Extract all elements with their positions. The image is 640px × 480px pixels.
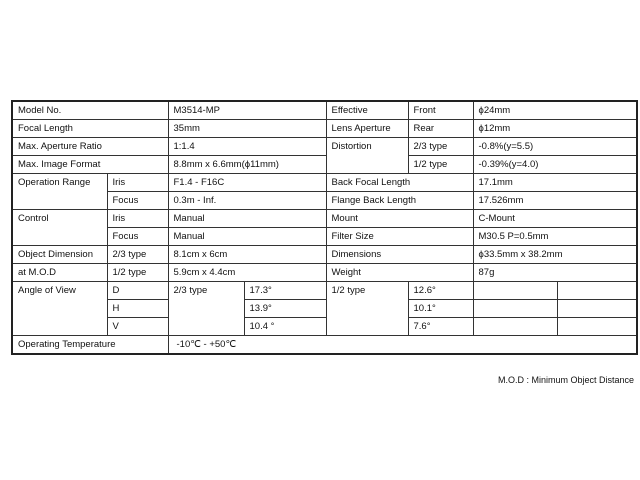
mount-value: C-Mount — [473, 210, 637, 228]
filter-size-value: M30.5 P=0.5mm — [473, 228, 637, 246]
angle-type12-h: 10.1° — [408, 300, 473, 318]
angle-type12-d: 12.6° — [408, 282, 473, 300]
back-focal-length-label: Back Focal Length — [326, 174, 473, 192]
effective-lens-aperture-label-line1: Effective — [326, 101, 408, 120]
empty-cell — [473, 318, 557, 336]
table-row — [12, 120, 637, 138]
operating-temperature-value: -10℃ - +50℃ — [168, 336, 637, 355]
angle-type23-h: 13.9° — [244, 300, 326, 318]
table-row — [12, 210, 637, 228]
operating-temperature-label: Operating Temperature — [12, 336, 168, 355]
angle-type23-d: 17.3° — [244, 282, 326, 300]
empty-cell — [473, 282, 557, 300]
object-dimension-type12-value: 5.9cm x 4.4cm — [168, 264, 326, 282]
filter-size-label: Filter Size — [326, 228, 473, 246]
control-iris-value: Manual — [168, 210, 326, 228]
dimensions-value: ϕ33.5mm x 38.2mm — [473, 246, 637, 264]
footnote: M.O.D : Minimum Object Distance — [497, 375, 634, 385]
dimensions-label: Dimensions — [326, 246, 473, 264]
control-focus-value: Manual — [168, 228, 326, 246]
angle-d-label: D — [107, 282, 168, 300]
mount-label: Mount — [326, 210, 473, 228]
max-image-format-value: 8.8mm x 6.6mm(ϕ11mm) — [168, 156, 326, 174]
angle-type12-label: 1/2 type — [326, 282, 408, 336]
operation-range-iris-label: Iris — [107, 174, 168, 192]
angle-h-label: H — [107, 300, 168, 318]
operation-range-label: Operation Range — [12, 174, 107, 210]
object-dimension-label-line2: at M.O.D — [12, 264, 107, 282]
table-row — [12, 101, 637, 120]
max-aperture-ratio-value: 1:1.4 — [168, 138, 326, 156]
front-label: Front — [408, 101, 473, 120]
focal-length-label: Focal Length — [12, 120, 168, 138]
control-focus-label: Focus — [107, 228, 168, 246]
angle-v-label: V — [107, 318, 168, 336]
empty-cell — [557, 318, 637, 336]
empty-cell — [557, 282, 637, 300]
rear-label: Rear — [408, 120, 473, 138]
weight-value: 87g — [473, 264, 637, 282]
object-dimension-type12-label: 1/2 type — [107, 264, 168, 282]
table-row — [12, 246, 637, 264]
operation-range-iris-value: F1.4 - F16C — [168, 174, 326, 192]
weight-label: Weight — [326, 264, 473, 282]
effective-lens-aperture-label-line2: Lens Aperture — [326, 120, 408, 138]
flange-back-length-value: 17.526mm — [473, 192, 637, 210]
empty-cell — [557, 300, 637, 318]
front-value: ϕ24mm — [473, 101, 637, 120]
empty-cell — [473, 300, 557, 318]
distortion-type23-value: -0.8%(y=5.5) — [473, 138, 637, 156]
table-row — [12, 264, 637, 282]
distortion-type12-label: 1/2 type — [408, 156, 473, 174]
lens-spec-table — [11, 100, 638, 355]
angle-type23-label: 2/3 type — [168, 282, 244, 336]
operation-range-focus-label: Focus — [107, 192, 168, 210]
max-aperture-ratio-label: Max. Aperture Ratio — [12, 138, 168, 156]
angle-of-view-label: Angle of View — [12, 282, 107, 336]
flange-back-length-label: Flange Back Length — [326, 192, 473, 210]
distortion-type23-label: 2/3 type — [408, 138, 473, 156]
rear-value: ϕ12mm — [473, 120, 637, 138]
table-row — [12, 282, 637, 300]
angle-type23-v: 10.4 ° — [244, 318, 326, 336]
angle-type12-v: 7.6° — [408, 318, 473, 336]
table-row — [12, 138, 637, 156]
distortion-type12-value: -0.39%(y=4.0) — [473, 156, 637, 174]
table-row — [12, 156, 637, 174]
operation-range-focus-value: 0.3m - Inf. — [168, 192, 326, 210]
control-iris-label: Iris — [107, 210, 168, 228]
control-label: Control — [12, 210, 107, 246]
model-no-label: Model No. — [12, 101, 168, 120]
focal-length-value: 35mm — [168, 120, 326, 138]
object-dimension-type23-value: 8.1cm x 6cm — [168, 246, 326, 264]
distortion-label: Distortion — [326, 138, 408, 174]
back-focal-length-value: 17.1mm — [473, 174, 637, 192]
object-dimension-label-line1: Object Dimension — [12, 246, 107, 264]
object-dimension-type23-label: 2/3 type — [107, 246, 168, 264]
table-row — [12, 174, 637, 192]
model-no-value: M3514-MP — [168, 101, 326, 120]
table-row — [12, 336, 637, 355]
max-image-format-label: Max. Image Format — [12, 156, 168, 174]
